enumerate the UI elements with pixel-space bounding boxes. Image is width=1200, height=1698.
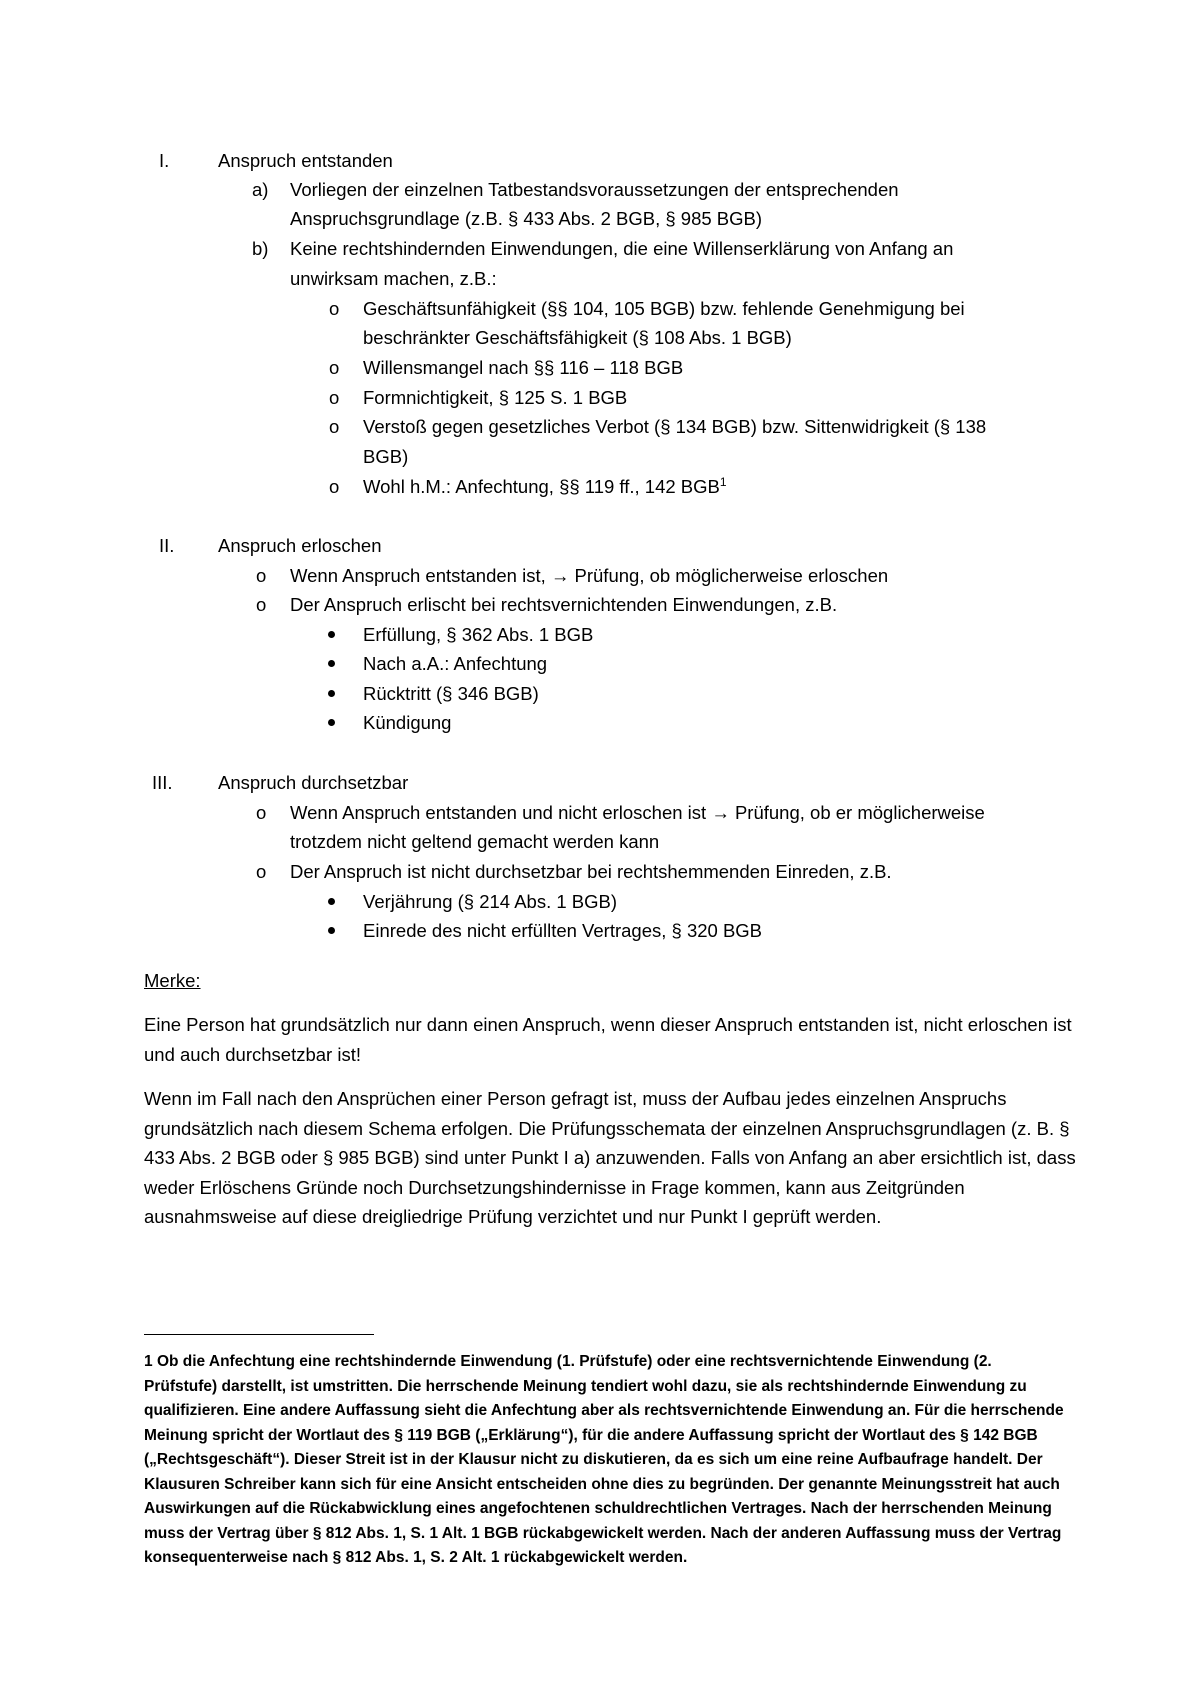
- list-item: Wenn Anspruch entstanden und nicht erloschen ist → Prüfung, ob er möglicherweise: [290, 802, 985, 823]
- bullet-icon: [328, 631, 335, 638]
- list-item: Wenn Anspruch entstanden ist, → Prüfung, ob möglicherweise erloschen: [290, 565, 889, 586]
- bullet-icon: [328, 719, 335, 726]
- item-b-marker: b): [252, 238, 269, 259]
- list-item: Formnichtigkeit, § 125 S. 1 BGB: [363, 387, 628, 408]
- section-1-numeral: I.: [159, 150, 170, 171]
- item-a-line2: Anspruchsgrundlage (z.B. § 433 Abs. 2 BGB, § 985 BGB): [290, 208, 763, 229]
- list-marker: o: [329, 476, 340, 497]
- bullet-item: Einrede des nicht erfüllten Vertrages, § 320 BGB: [363, 920, 763, 941]
- footnote-text: Ob die Anfechtung eine rechtshindernde Einwendung (1. Prüfstufe) oder eine rechtsvernichtende Einwendung (2. Prüfstufe) darstellt, ist umstritten. Die herrschende Meinung tendiert wohl dazu, sie als rechtshindernde Einwendung zu qualifizieren. Eine andere Auffassung sieht die Anfechtung aber als rechtsvernichtende Einwendung an. Für die herrschende Meinung spricht der Wortlaut des § 119 BGB („Erklärung“), für die andere Auffassung spricht der Wortlaut des § 142 BGB („Rechtsgeschäft“). Dieser Streit ist in der Klausur nicht zu diskutieren, da es sich um eine reine Aufbaufrage handelt. Der Klausuren Schreiber kann sich für eine Ansicht entscheiden ohne dies zu begründen. Der genannte Meinungsstreit hat auch Auswirkungen auf die Rückabwicklung eines angefochtenen schuldrechtlichen Vertrages. Nach der herrschenden Meinung muss der Vertrag über § 812 Abs. 1, S. 1 Alt. 1 BGB rückabgewickelt werden. Nach der anderen Auffassung muss der Vertrag konsequenterweise nach § 812 Abs. 1, S. 2 Alt. 1 rückabgewickelt werden.: [144, 1353, 1064, 1566]
- section-2-numeral: II.: [159, 535, 175, 556]
- list-marker: o: [329, 357, 340, 378]
- list-item: [363, 472, 727, 502]
- list-marker: o: [329, 298, 340, 319]
- list-item-text: Wohl h.M.: Anfechtung, §§ 119 ff., 142 BGB: [363, 476, 720, 497]
- bullet-icon: [328, 690, 335, 697]
- list-marker: o: [329, 387, 340, 408]
- bullet-icon: [328, 927, 335, 934]
- section-2-heading: Anspruch erloschen: [218, 535, 382, 556]
- list-item: Verstoß gegen gesetzliches Verbot (§ 134 BGB) bzw. Sittenwidrigkeit (§ 138: [363, 416, 987, 437]
- merke-paragraph-2: Wenn im Fall nach den Ansprüchen einer Person gefragt ist, muss der Aufbau jedes einzelnen Anspruchs grundsätzlich nach diesem Schema erfolgen. Die Prüfungsschemata der einzelnen Anspruchsgrundlagen (z. B. § 433 Abs. 2 BGB oder § 985 BGB) sind unter Punkt I a) anzuwenden. Falls von Anfang an aber ersichtlich ist, dass weder Erlöschens Gründe noch Durchsetzungshindernisse in Frage kommen, kann aus Zeitgründen ausnahmsweise auf diese dreigliedrige Prüfung verzichtet und nur Punkt I geprüft werden.: [144, 1088, 1076, 1227]
- footnote-number: 1: [144, 1353, 153, 1370]
- list-marker: o: [256, 802, 267, 823]
- bullet-item: Nach a.A.: Anfechtung: [363, 653, 548, 674]
- list-item: Willensmangel nach §§ 116 – 118 BGB: [363, 357, 684, 378]
- footnote: [144, 1350, 1069, 1571]
- bullet-icon: [328, 660, 335, 667]
- bullet-item: Rücktritt (§ 346 BGB): [363, 683, 539, 704]
- list-marker: o: [256, 594, 267, 615]
- list-marker: o: [256, 565, 267, 586]
- item-b-line1: Keine rechtshindernden Einwendungen, die eine Willenserklärung von Anfang an: [290, 238, 954, 259]
- section-3-heading: Anspruch durchsetzbar: [218, 772, 409, 793]
- bullet-item: Erfüllung, § 362 Abs. 1 BGB: [363, 624, 594, 645]
- item-b-line2: unwirksam machen, z.B.:: [290, 268, 497, 289]
- merke-paragraph-1: Eine Person hat grundsätzlich nur dann einen Anspruch, wenn dieser Anspruch entstanden ist, nicht erloschen ist und auch durchsetzbar ist!: [144, 1014, 1072, 1065]
- section-1-heading: Anspruch entstanden: [218, 150, 393, 171]
- footnote-separator: [144, 1334, 374, 1335]
- bullet-icon: [328, 898, 335, 905]
- merke-label: Merke:: [144, 970, 201, 991]
- bullet-item: Verjährung (§ 214 Abs. 1 BGB): [363, 891, 618, 912]
- list-item: Geschäftsunfähigkeit (§§ 104, 105 BGB) bzw. fehlende Genehmigung bei: [363, 298, 965, 319]
- section-3-numeral: III.: [152, 772, 173, 793]
- list-marker: o: [329, 416, 340, 437]
- list-marker: o: [256, 861, 267, 882]
- list-item-continuation: BGB): [363, 446, 409, 467]
- list-item: Der Anspruch ist nicht durchsetzbar bei rechtshemmenden Einreden, z.B.: [290, 861, 892, 882]
- item-a-line1: Vorliegen der einzelnen Tatbestandsvoraussetzungen der entsprechenden: [290, 179, 899, 200]
- footnote-reference[interactable]: 1: [719, 474, 727, 489]
- bullet-item: Kündigung: [363, 712, 452, 733]
- list-item-continuation: trotzdem nicht geltend gemacht werden kann: [290, 831, 660, 852]
- item-a-marker: a): [252, 179, 269, 200]
- list-item-continuation: beschränkter Geschäftsfähigkeit (§ 108 Abs. 1 BGB): [363, 327, 792, 348]
- list-item: Der Anspruch erlischt bei rechtsvernichtenden Einwendungen, z.B.: [290, 594, 838, 615]
